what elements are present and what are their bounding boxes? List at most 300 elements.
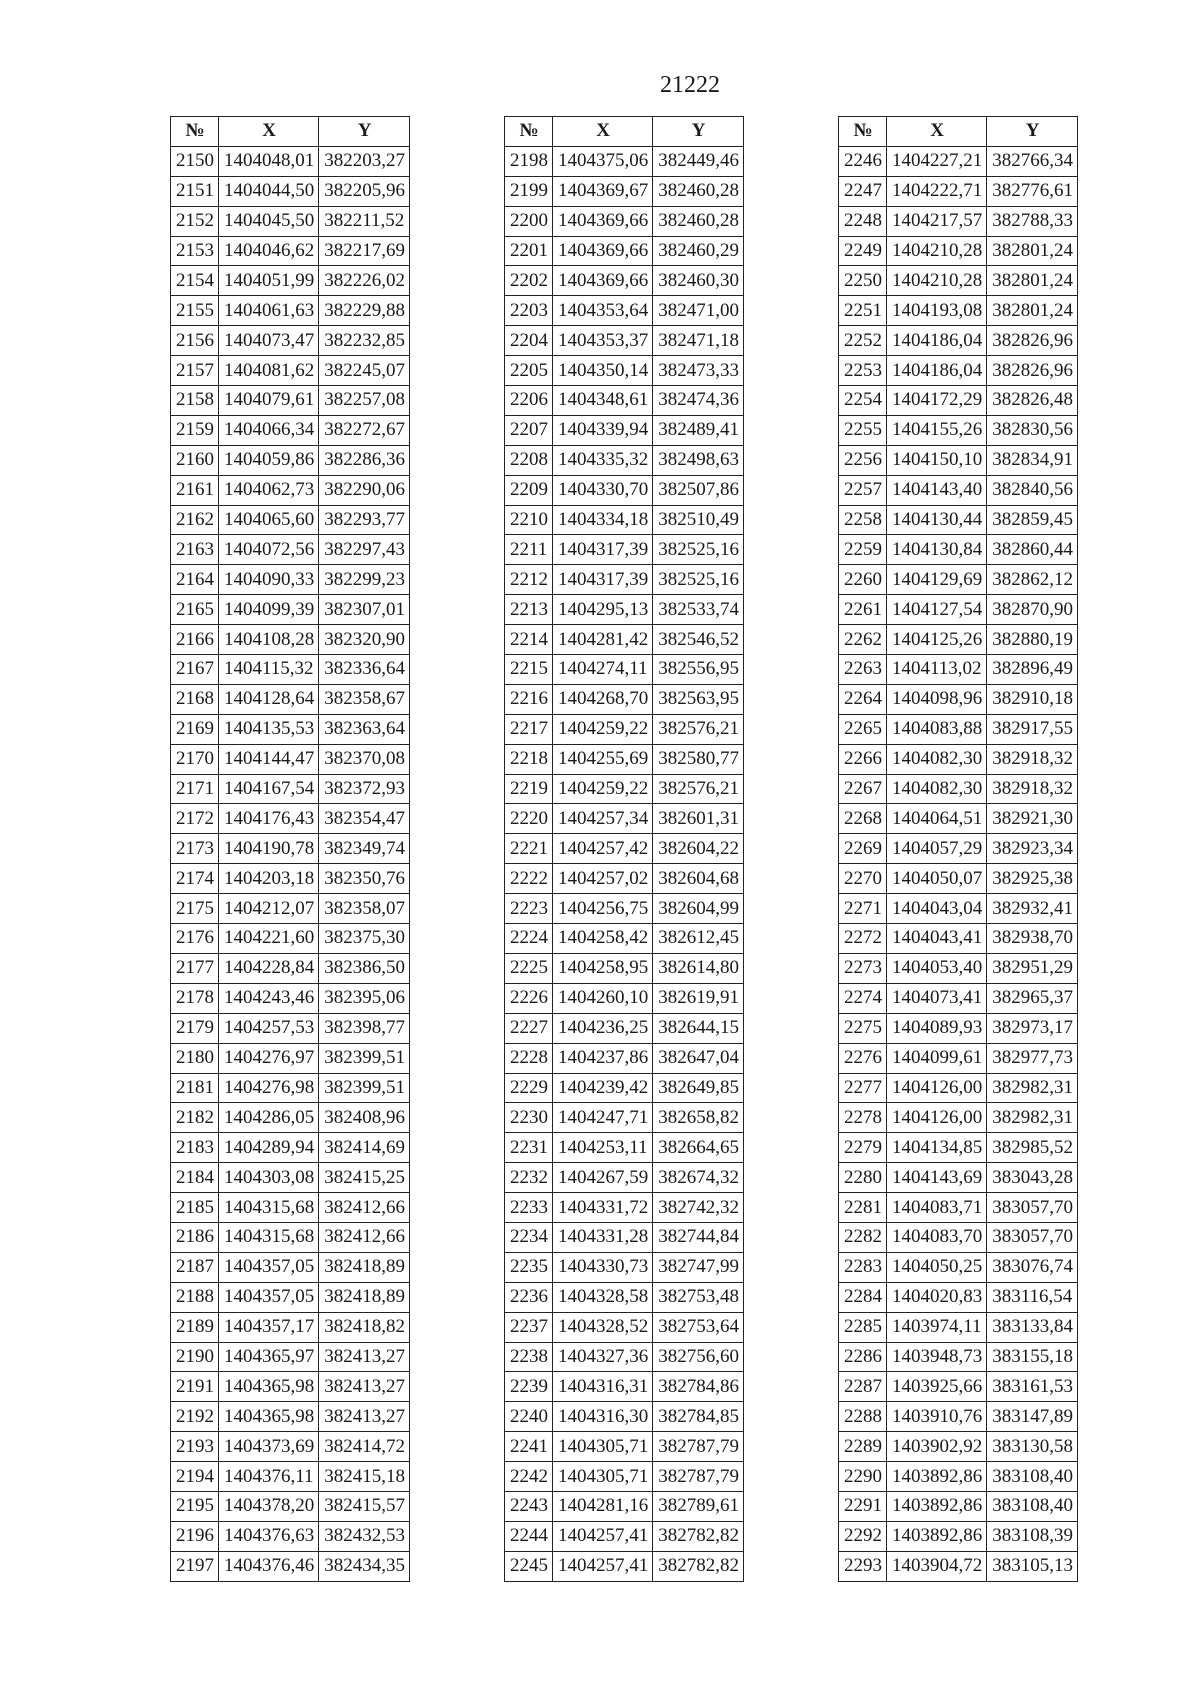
y-coordinate-cell: 382217,69 <box>319 236 410 266</box>
x-coordinate-cell: 1404083,88 <box>887 714 987 744</box>
table-row <box>839 625 1078 655</box>
table-row <box>505 356 744 386</box>
table-row <box>505 326 744 356</box>
table-row <box>839 1163 1078 1193</box>
y-coordinate-cell: 382830,56 <box>987 415 1078 445</box>
table-row <box>839 1222 1078 1252</box>
point-number-cell: 2286 <box>839 1342 887 1372</box>
point-number-cell: 2169 <box>171 714 219 744</box>
point-number-cell: 2292 <box>839 1521 887 1551</box>
x-coordinate-cell: 1404129,69 <box>887 565 987 595</box>
point-number-cell: 2150 <box>171 146 219 176</box>
point-number-cell: 2157 <box>171 356 219 386</box>
table-row <box>171 655 410 685</box>
table-row <box>171 505 410 535</box>
table-row <box>171 834 410 864</box>
y-coordinate-cell: 382612,45 <box>653 924 744 954</box>
point-number-cell: 2291 <box>839 1491 887 1521</box>
point-number-cell: 2285 <box>839 1312 887 1342</box>
x-coordinate-cell: 1404125,26 <box>887 625 987 655</box>
x-coordinate-cell: 1404046,62 <box>219 236 319 266</box>
table-row <box>505 386 744 416</box>
x-coordinate-cell: 1404045,50 <box>219 206 319 236</box>
x-coordinate-cell: 1404327,36 <box>553 1342 653 1372</box>
point-number-cell: 2280 <box>839 1163 887 1193</box>
y-coordinate-cell: 382211,52 <box>319 206 410 236</box>
table-row <box>839 924 1078 954</box>
x-coordinate-cell: 1404335,32 <box>553 445 653 475</box>
table-row <box>505 1402 744 1432</box>
x-coordinate-cell: 1404044,50 <box>219 176 319 206</box>
y-coordinate-cell: 382414,72 <box>319 1432 410 1462</box>
point-number-cell: 2269 <box>839 834 887 864</box>
y-coordinate-cell: 382982,31 <box>987 1103 1078 1133</box>
table-row <box>505 415 744 445</box>
y-coordinate-cell: 382614,80 <box>653 953 744 983</box>
table-row <box>171 1043 410 1073</box>
x-coordinate-cell: 1404365,98 <box>219 1372 319 1402</box>
point-number-cell: 2230 <box>505 1103 553 1133</box>
y-coordinate-cell: 382923,34 <box>987 834 1078 864</box>
x-coordinate-cell: 1403892,86 <box>887 1462 987 1492</box>
x-coordinate-cell: 1404053,40 <box>887 953 987 983</box>
y-coordinate-cell: 382556,95 <box>653 655 744 685</box>
table-row <box>839 356 1078 386</box>
point-number-cell: 2155 <box>171 296 219 326</box>
y-coordinate-cell: 382507,86 <box>653 475 744 505</box>
point-number-cell: 2267 <box>839 774 887 804</box>
point-number-cell: 2184 <box>171 1163 219 1193</box>
point-number-cell: 2188 <box>171 1282 219 1312</box>
table-row <box>505 505 744 535</box>
table-row <box>171 326 410 356</box>
table-row <box>171 1282 410 1312</box>
point-number-cell: 2264 <box>839 684 887 714</box>
x-coordinate-cell: 1404043,41 <box>887 924 987 954</box>
point-number-cell: 2224 <box>505 924 553 954</box>
y-coordinate-cell: 382408,96 <box>319 1103 410 1133</box>
column-header-x: X <box>887 117 987 147</box>
table-row <box>171 1312 410 1342</box>
x-coordinate-cell: 1404150,10 <box>887 445 987 475</box>
y-coordinate-cell: 382644,15 <box>653 1013 744 1043</box>
y-coordinate-cell: 382789,61 <box>653 1491 744 1521</box>
x-coordinate-cell: 1404365,97 <box>219 1342 319 1372</box>
table-row <box>839 266 1078 296</box>
y-coordinate-cell: 382415,18 <box>319 1462 410 1492</box>
y-coordinate-cell: 382473,33 <box>653 356 744 386</box>
y-coordinate-cell: 382742,32 <box>653 1193 744 1223</box>
point-number-cell: 2179 <box>171 1013 219 1043</box>
point-number-cell: 2232 <box>505 1163 553 1193</box>
table-row <box>839 326 1078 356</box>
column-header-number: № <box>839 117 887 147</box>
point-number-cell: 2270 <box>839 864 887 894</box>
x-coordinate-cell: 1404134,85 <box>887 1133 987 1163</box>
point-number-cell: 2278 <box>839 1103 887 1133</box>
table-row <box>171 625 410 655</box>
y-coordinate-cell: 383076,74 <box>987 1252 1078 1282</box>
x-coordinate-cell: 1404051,99 <box>219 266 319 296</box>
point-number-cell: 2158 <box>171 386 219 416</box>
x-coordinate-cell: 1404083,70 <box>887 1222 987 1252</box>
x-coordinate-cell: 1404339,94 <box>553 415 653 445</box>
point-number-cell: 2159 <box>171 415 219 445</box>
table-row <box>505 206 744 236</box>
point-number-cell: 2168 <box>171 684 219 714</box>
table-row <box>505 565 744 595</box>
point-number-cell: 2183 <box>171 1133 219 1163</box>
y-coordinate-cell: 382272,67 <box>319 415 410 445</box>
x-coordinate-cell: 1404217,57 <box>887 206 987 236</box>
x-coordinate-cell: 1404256,75 <box>553 894 653 924</box>
table-row <box>505 774 744 804</box>
x-coordinate-cell: 1404373,69 <box>219 1432 319 1462</box>
point-number-cell: 2260 <box>839 565 887 595</box>
point-number-cell: 2193 <box>171 1432 219 1462</box>
y-coordinate-cell: 383108,39 <box>987 1521 1078 1551</box>
point-number-cell: 2228 <box>505 1043 553 1073</box>
table-row <box>171 266 410 296</box>
y-coordinate-cell: 382449,46 <box>653 146 744 176</box>
table-row <box>171 924 410 954</box>
y-coordinate-cell: 382399,51 <box>319 1073 410 1103</box>
coordinate-table-2 <box>504 116 744 1582</box>
table-row <box>171 1222 410 1252</box>
table-row <box>839 1491 1078 1521</box>
point-number-cell: 2195 <box>171 1491 219 1521</box>
point-number-cell: 2199 <box>505 176 553 206</box>
y-coordinate-cell: 382290,06 <box>319 475 410 505</box>
y-coordinate-cell: 382782,82 <box>653 1521 744 1551</box>
point-number-cell: 2204 <box>505 326 553 356</box>
x-coordinate-cell: 1404082,30 <box>887 744 987 774</box>
table-row <box>505 1252 744 1282</box>
table-row <box>505 1163 744 1193</box>
x-coordinate-cell: 1404090,33 <box>219 565 319 595</box>
x-coordinate-cell: 1404130,84 <box>887 535 987 565</box>
table-row <box>839 386 1078 416</box>
point-number-cell: 2256 <box>839 445 887 475</box>
y-coordinate-cell: 382880,19 <box>987 625 1078 655</box>
point-number-cell: 2237 <box>505 1312 553 1342</box>
table-row <box>505 953 744 983</box>
y-coordinate-cell: 382580,77 <box>653 744 744 774</box>
y-coordinate-cell: 382533,74 <box>653 595 744 625</box>
x-coordinate-cell: 1404221,60 <box>219 924 319 954</box>
point-number-cell: 2200 <box>505 206 553 236</box>
table-row <box>171 894 410 924</box>
table-row <box>505 655 744 685</box>
x-coordinate-cell: 1404222,71 <box>887 176 987 206</box>
x-coordinate-cell: 1404365,98 <box>219 1402 319 1432</box>
table-row <box>505 1013 744 1043</box>
table-row <box>505 1372 744 1402</box>
table-row <box>505 1462 744 1492</box>
point-number-cell: 2251 <box>839 296 887 326</box>
y-coordinate-cell: 382787,79 <box>653 1462 744 1492</box>
point-number-cell: 2238 <box>505 1342 553 1372</box>
y-coordinate-cell: 382375,30 <box>319 924 410 954</box>
coordinate-table-1 <box>170 116 410 1582</box>
point-number-cell: 2258 <box>839 505 887 535</box>
x-coordinate-cell: 1404186,04 <box>887 326 987 356</box>
y-coordinate-cell: 382756,60 <box>653 1342 744 1372</box>
point-number-cell: 2235 <box>505 1252 553 1282</box>
y-coordinate-cell: 382525,16 <box>653 565 744 595</box>
x-coordinate-cell: 1403948,73 <box>887 1342 987 1372</box>
table-row <box>171 1193 410 1223</box>
point-number-cell: 2187 <box>171 1252 219 1282</box>
point-number-cell: 2178 <box>171 983 219 1013</box>
table-row <box>171 176 410 206</box>
x-coordinate-cell: 1404062,73 <box>219 475 319 505</box>
point-number-cell: 2154 <box>171 266 219 296</box>
y-coordinate-cell: 382826,96 <box>987 356 1078 386</box>
x-coordinate-cell: 1404237,86 <box>553 1043 653 1073</box>
y-coordinate-cell: 382782,82 <box>653 1551 744 1581</box>
y-coordinate-cell: 382474,36 <box>653 386 744 416</box>
x-coordinate-cell: 1404257,41 <box>553 1551 653 1581</box>
y-coordinate-cell: 382647,04 <box>653 1043 744 1073</box>
y-coordinate-cell: 383057,70 <box>987 1193 1078 1223</box>
point-number-cell: 2287 <box>839 1372 887 1402</box>
x-coordinate-cell: 1404268,70 <box>553 684 653 714</box>
x-coordinate-cell: 1404079,61 <box>219 386 319 416</box>
x-coordinate-cell: 1404353,37 <box>553 326 653 356</box>
point-number-cell: 2202 <box>505 266 553 296</box>
point-number-cell: 2266 <box>839 744 887 774</box>
x-coordinate-cell: 1404303,08 <box>219 1163 319 1193</box>
x-coordinate-cell: 1404073,41 <box>887 983 987 1013</box>
table-row <box>505 625 744 655</box>
x-coordinate-cell: 1404330,73 <box>553 1252 653 1282</box>
point-number-cell: 2283 <box>839 1252 887 1282</box>
table-row <box>505 1133 744 1163</box>
y-coordinate-cell: 382386,50 <box>319 953 410 983</box>
y-coordinate-cell: 382293,77 <box>319 505 410 535</box>
table-row <box>839 983 1078 1013</box>
x-coordinate-cell: 1404186,04 <box>887 356 987 386</box>
x-coordinate-cell: 1404376,11 <box>219 1462 319 1492</box>
point-number-cell: 2190 <box>171 1342 219 1372</box>
table-row <box>505 983 744 1013</box>
y-coordinate-cell: 382471,00 <box>653 296 744 326</box>
point-number-cell: 2271 <box>839 894 887 924</box>
x-coordinate-cell: 1404066,34 <box>219 415 319 445</box>
table-row <box>839 804 1078 834</box>
table-body <box>171 146 410 1581</box>
table-row <box>505 744 744 774</box>
y-coordinate-cell: 382349,74 <box>319 834 410 864</box>
y-coordinate-cell: 382489,41 <box>653 415 744 445</box>
x-coordinate-cell: 1404334,18 <box>553 505 653 535</box>
y-coordinate-cell: 382415,25 <box>319 1163 410 1193</box>
table-row <box>505 1193 744 1223</box>
table-row <box>171 774 410 804</box>
x-coordinate-cell: 1404348,61 <box>553 386 653 416</box>
y-coordinate-cell: 382203,27 <box>319 146 410 176</box>
table-row <box>171 1163 410 1193</box>
table-row <box>839 1551 1078 1581</box>
point-number-cell: 2217 <box>505 714 553 744</box>
x-coordinate-cell: 1404267,59 <box>553 1163 653 1193</box>
x-coordinate-cell: 1404108,28 <box>219 625 319 655</box>
x-coordinate-cell: 1404315,68 <box>219 1193 319 1223</box>
x-coordinate-cell: 1404369,66 <box>553 266 653 296</box>
table-row <box>839 1252 1078 1282</box>
y-coordinate-cell: 382471,18 <box>653 326 744 356</box>
x-coordinate-cell: 1404126,00 <box>887 1103 987 1133</box>
table-row <box>171 146 410 176</box>
y-coordinate-cell: 382896,49 <box>987 655 1078 685</box>
y-coordinate-cell: 383161,53 <box>987 1372 1078 1402</box>
x-coordinate-cell: 1403892,86 <box>887 1491 987 1521</box>
y-coordinate-cell: 382921,30 <box>987 804 1078 834</box>
y-coordinate-cell: 382372,93 <box>319 774 410 804</box>
x-coordinate-cell: 1404143,69 <box>887 1163 987 1193</box>
point-number-cell: 2171 <box>171 774 219 804</box>
x-coordinate-cell: 1404059,86 <box>219 445 319 475</box>
point-number-cell: 2216 <box>505 684 553 714</box>
x-coordinate-cell: 1404357,05 <box>219 1252 319 1282</box>
y-coordinate-cell: 382370,08 <box>319 744 410 774</box>
table-row <box>171 1551 410 1581</box>
y-coordinate-cell: 382336,64 <box>319 655 410 685</box>
y-coordinate-cell: 382257,08 <box>319 386 410 416</box>
y-coordinate-cell: 382604,22 <box>653 834 744 864</box>
x-coordinate-cell: 1404330,70 <box>553 475 653 505</box>
y-coordinate-cell: 382418,82 <box>319 1312 410 1342</box>
x-coordinate-cell: 1404350,14 <box>553 356 653 386</box>
x-coordinate-cell: 1404127,54 <box>887 595 987 625</box>
point-number-cell: 2219 <box>505 774 553 804</box>
x-coordinate-cell: 1404061,63 <box>219 296 319 326</box>
x-coordinate-cell: 1404257,34 <box>553 804 653 834</box>
x-coordinate-cell: 1404317,39 <box>553 565 653 595</box>
x-coordinate-cell: 1404135,53 <box>219 714 319 744</box>
table-row <box>171 1372 410 1402</box>
column-header-y: Y <box>987 117 1078 147</box>
point-number-cell: 2220 <box>505 804 553 834</box>
table-row <box>505 804 744 834</box>
table-row <box>171 684 410 714</box>
y-coordinate-cell: 382870,90 <box>987 595 1078 625</box>
table-row <box>839 1073 1078 1103</box>
y-coordinate-cell: 382286,36 <box>319 445 410 475</box>
y-coordinate-cell: 382674,32 <box>653 1163 744 1193</box>
x-coordinate-cell: 1403974,11 <box>887 1312 987 1342</box>
x-coordinate-cell: 1404210,28 <box>887 236 987 266</box>
point-number-cell: 2175 <box>171 894 219 924</box>
y-coordinate-cell: 383116,54 <box>987 1282 1078 1312</box>
y-coordinate-cell: 382307,01 <box>319 595 410 625</box>
table-row <box>505 1342 744 1372</box>
table-row <box>839 953 1078 983</box>
x-coordinate-cell: 1404057,29 <box>887 834 987 864</box>
y-coordinate-cell: 382232,85 <box>319 326 410 356</box>
point-number-cell: 2192 <box>171 1402 219 1432</box>
point-number-cell: 2262 <box>839 625 887 655</box>
point-number-cell: 2281 <box>839 1193 887 1223</box>
y-coordinate-cell: 382604,68 <box>653 864 744 894</box>
table-row <box>171 356 410 386</box>
y-coordinate-cell: 382965,37 <box>987 983 1078 1013</box>
table-row <box>839 1193 1078 1223</box>
point-number-cell: 2279 <box>839 1133 887 1163</box>
table-row <box>171 1073 410 1103</box>
y-coordinate-cell: 382576,21 <box>653 714 744 744</box>
point-number-cell: 2185 <box>171 1193 219 1223</box>
table-header-row <box>505 117 744 147</box>
x-coordinate-cell: 1404050,07 <box>887 864 987 894</box>
point-number-cell: 2234 <box>505 1222 553 1252</box>
table-row <box>839 655 1078 685</box>
x-coordinate-cell: 1404316,31 <box>553 1372 653 1402</box>
table-row <box>839 1372 1078 1402</box>
table-row <box>839 565 1078 595</box>
x-coordinate-cell: 1404143,40 <box>887 475 987 505</box>
point-number-cell: 2177 <box>171 953 219 983</box>
point-number-cell: 2170 <box>171 744 219 774</box>
column-header-x: X <box>553 117 653 147</box>
column-header-y: Y <box>319 117 410 147</box>
point-number-cell: 2152 <box>171 206 219 236</box>
x-coordinate-cell: 1404258,95 <box>553 953 653 983</box>
point-number-cell: 2198 <box>505 146 553 176</box>
table-row <box>505 1551 744 1581</box>
x-coordinate-cell: 1404305,71 <box>553 1432 653 1462</box>
point-number-cell: 2212 <box>505 565 553 595</box>
table-row <box>839 445 1078 475</box>
x-coordinate-cell: 1404172,29 <box>887 386 987 416</box>
point-number-cell: 2215 <box>505 655 553 685</box>
point-number-cell: 2166 <box>171 625 219 655</box>
x-coordinate-cell: 1404357,17 <box>219 1312 319 1342</box>
y-coordinate-cell: 382747,99 <box>653 1252 744 1282</box>
page-number: 21222 <box>660 72 720 98</box>
table-row <box>505 924 744 954</box>
y-coordinate-cell: 382398,77 <box>319 1013 410 1043</box>
x-coordinate-cell: 1404315,68 <box>219 1222 319 1252</box>
table-row <box>839 1402 1078 1432</box>
point-number-cell: 2253 <box>839 356 887 386</box>
y-coordinate-cell: 382658,82 <box>653 1103 744 1133</box>
table-row <box>839 1432 1078 1462</box>
table-row <box>505 684 744 714</box>
point-number-cell: 2249 <box>839 236 887 266</box>
y-coordinate-cell: 382510,49 <box>653 505 744 535</box>
y-coordinate-cell: 382788,33 <box>987 206 1078 236</box>
table-row <box>839 595 1078 625</box>
point-number-cell: 2205 <box>505 356 553 386</box>
y-coordinate-cell: 382985,52 <box>987 1133 1078 1163</box>
y-coordinate-cell: 382951,29 <box>987 953 1078 983</box>
table-row <box>171 296 410 326</box>
table-row <box>171 1491 410 1521</box>
table-row <box>171 1013 410 1043</box>
table-row <box>505 1432 744 1462</box>
y-coordinate-cell: 382229,88 <box>319 296 410 326</box>
y-coordinate-cell: 382744,84 <box>653 1222 744 1252</box>
table-row <box>505 296 744 326</box>
point-number-cell: 2289 <box>839 1432 887 1462</box>
x-coordinate-cell: 1404099,61 <box>887 1043 987 1073</box>
table-row <box>505 1491 744 1521</box>
x-coordinate-cell: 1404328,58 <box>553 1282 653 1312</box>
y-coordinate-cell: 382412,66 <box>319 1193 410 1223</box>
point-number-cell: 2182 <box>171 1103 219 1133</box>
